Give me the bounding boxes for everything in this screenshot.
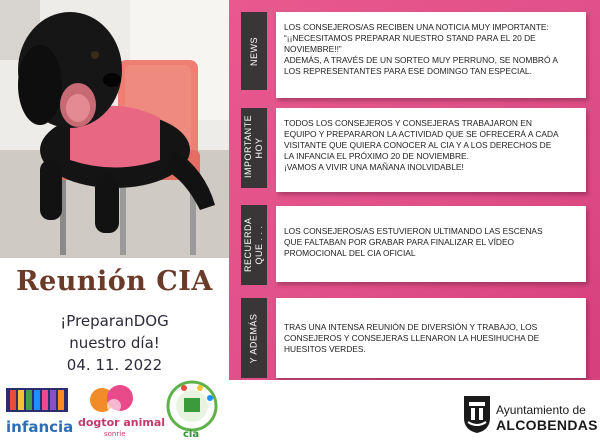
- ayuntamiento-text: Ayuntamiento de: [496, 403, 586, 417]
- cia-logo-text: cia: [183, 429, 200, 440]
- infancia-logo-text: infancia: [6, 418, 74, 436]
- importante-line-3: VISITANTE QUE QUIERA CONOCER AL CIA Y A LOS DERECHOS DE: [284, 140, 552, 150]
- tab-y-ademas: [241, 298, 267, 378]
- importante-line-2: EQUIPO Y PREPARARON LA ACTIVIDAD QUE SE OFRECERÁ A CADA: [284, 129, 559, 139]
- news-line-4: ADEMÁS, A TRAVÉS DE UN SORTEO MUY PERRUNO, SE NOMBRÓ A: [284, 55, 558, 65]
- recuerda-line-2: QUE FALTABAN POR GRABAR PARA FINALIZAR EL VÍDEO: [284, 237, 515, 247]
- recuerda-line-1: LOS CONSEJEROS/AS ESTUVIERON ULTIMANDO LAS ESCENAS: [284, 226, 543, 236]
- dogtor-logo-text: dogtor animal: [78, 416, 166, 429]
- partner-logos: [0, 380, 229, 447]
- importante-line-4: LA INFANCIA EL PRÓXIMO 20 DE NOVIEMBRE.: [284, 151, 469, 161]
- card-y-ademas: [276, 298, 586, 378]
- page-title: Reunión CIA: [16, 266, 213, 297]
- recuerda-line-3: PROMOCIONAL DEL CIA OFICIAL: [284, 248, 416, 258]
- tab-recuerda-que: [241, 205, 267, 285]
- alcobendas-text: ALCOBENDAS: [496, 417, 598, 433]
- importante-line-5: ¡VAMOS A VIVIR UNA MAÑANA INOLVIDABLE!: [284, 162, 464, 172]
- news-line-2: “¡¡NECESITAMOS PREPARAR NUESTRO STAND PARA EL 20 DE: [284, 33, 536, 43]
- tab-y-ademas-label: Y ADEMÁS: [248, 313, 259, 363]
- dogtor-animal-logo: [78, 382, 148, 418]
- tab-news-label: NEWS: [248, 36, 259, 66]
- card-recuerda-que: [276, 206, 586, 282]
- dog-illustration: [0, 0, 229, 258]
- news-line-1: LOS CONSEJEROS/AS RECIBEN UNA NOTICIA MUY IMPORTANTE:: [284, 22, 549, 32]
- tab-importante-hoy: [241, 108, 267, 188]
- left-column: [0, 0, 229, 447]
- ademas-line-1: TRAS UNA INTENSA REUNIÓN DE DIVERSIÓN Y TRABAJO, LOS: [284, 322, 538, 332]
- alcobendas-crest-icon: [462, 394, 492, 434]
- event-date: 04. 11. 2022: [66, 356, 163, 374]
- ayuntamiento-logo-block: [229, 380, 600, 447]
- news-line-3: NOVIEMBRE!!”: [284, 44, 342, 54]
- ademas-line-3: HUESITOS VERDES.: [284, 344, 366, 354]
- tab-importante-hoy-label: IMPORTANTE HOY: [243, 114, 264, 178]
- subtitle-line-1: ¡PreparanDOG: [60, 312, 169, 330]
- ademas-line-2: CONSEJEROS Y CONSEJERAS LLENARON LA HUESIHUCHA DE: [284, 333, 540, 343]
- card-news: [276, 12, 586, 98]
- card-importante-hoy: [276, 108, 586, 192]
- dogtor-logo-subtext: sonrie: [104, 430, 126, 438]
- importante-line-1: TODOS LOS CONSEJEROS Y CONSEJERAS TRABAJARON EN: [284, 118, 532, 128]
- subtitle-line-2: nuestro día!: [69, 334, 160, 352]
- tab-recuerda-que-label: RECUERDA QUE . . .: [243, 217, 265, 273]
- tab-news: [241, 12, 267, 90]
- dog-photo: [0, 0, 229, 258]
- news-line-5: LOS REPRESENTANTES PARA ESE DOMINGO TAN ESPECIAL.: [284, 66, 532, 76]
